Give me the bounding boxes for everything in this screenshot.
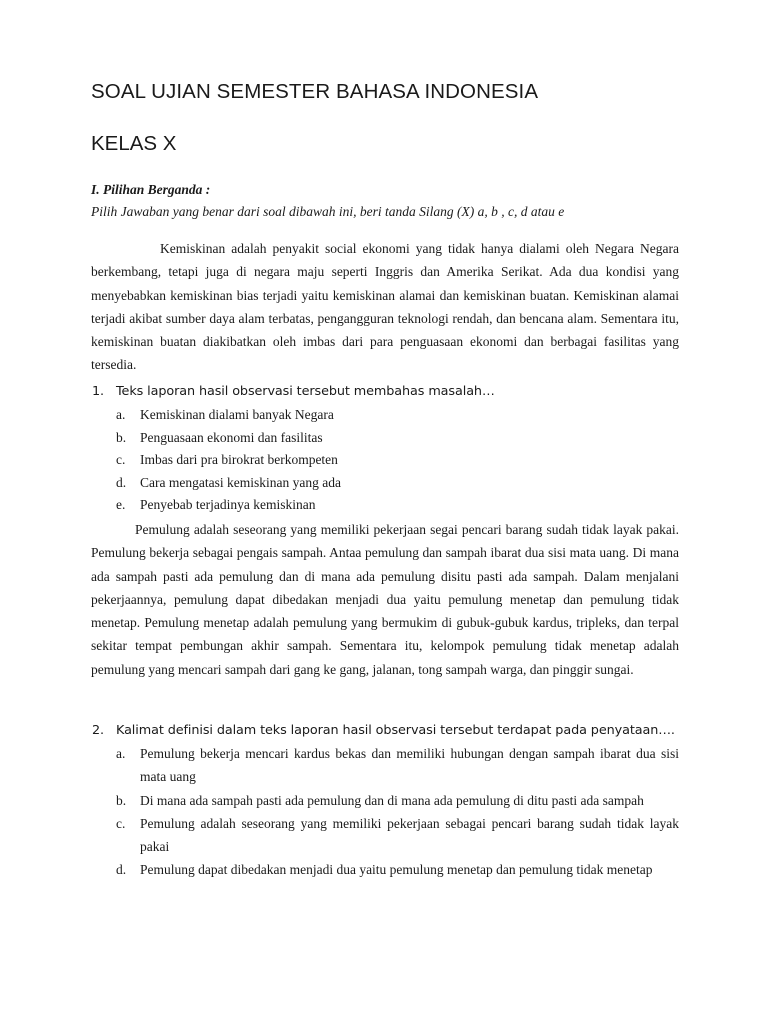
- section-heading: I. Pilihan Berganda :: [91, 182, 211, 197]
- option-a: [116, 404, 679, 427]
- option-e: [116, 494, 679, 517]
- question-number: 1.: [92, 384, 105, 399]
- option-letter: c.: [116, 452, 126, 468]
- question-1-options: [116, 404, 679, 517]
- document-title: SOAL UJIAN SEMESTER BAHASA INDONESIA: [91, 80, 539, 103]
- option-letter: c.: [116, 815, 126, 831]
- question-1: [92, 384, 495, 399]
- option-d: [116, 472, 679, 495]
- option-text: Di mana ada sampah pasti ada pemulung dan di mana ada pemulung di ditu pasti ada sampah: [140, 792, 644, 808]
- reading-passage-1: Kemiskinan adalah penyakit social ekonomi yang tidak hanya dialami oleh Negara Negara berkembang, tetapi juga di negara maju seperti Inggris dan Amerika Serikat. Ada dua kondisi yang menyebabkan kemiskinan bias terjadi yaitu kemiskinan alamai dan kemiskinan buatan. Kemiskinan alamai terjadi akibat sumber daya alam terbatas, pengangguran teknologi rendah, dan bencana alam. Sementara itu, kemiskinan buatan diakibatkan oleh imbas dari para penguasaan ekonomi dan berbagai fasilitas yang tersedia.: [91, 241, 679, 373]
- question-text: Kalimat definisi dalam teks laporan hasil observasi tersebut terdapat pada penyataan….: [116, 723, 675, 738]
- option-text: Pemulung dapat dibedakan menjadi dua yaitu pemulung menetap dan pemulung tidak menetap: [140, 862, 653, 878]
- option-letter: a.: [116, 407, 126, 422]
- option-d: [116, 858, 679, 881]
- question-text: Teks laporan hasil observasi tersebut membahas masalah…: [116, 384, 495, 399]
- option-text: Pemulung adalah seseorang yang memiliki pekerjaan sebagai pencari barang sudah tidak layak pakai: [140, 815, 679, 855]
- option-text: Pemulung bekerja mencari kardus bekas dan memiliki hubungan dengan sampah ibarat dua sisi mata uang: [140, 746, 679, 785]
- option-text: Penyebab terjadinya kemiskinan: [140, 497, 316, 513]
- option-c: [116, 812, 679, 859]
- option-text: Penguasaan ekonomi dan fasilitas: [140, 429, 323, 445]
- option-letter: d.: [116, 862, 127, 878]
- option-letter: e.: [116, 497, 126, 513]
- option-text: Kemiskinan dialami banyak Negara: [140, 407, 334, 422]
- option-b: [116, 789, 679, 812]
- option-letter: d.: [116, 474, 127, 490]
- document-subtitle: KELAS X: [91, 132, 177, 155]
- option-text: Imbas dari pra birokrat berkompeten: [140, 452, 338, 468]
- option-b: [116, 427, 679, 450]
- option-c: [116, 449, 679, 472]
- section-instruction: Pilih Jawaban yang benar dari soal dibawah ini, beri tanda Silang (X) a, b , c, d atau e: [91, 204, 565, 219]
- option-letter: b.: [116, 792, 127, 808]
- option-letter: a.: [116, 746, 126, 761]
- reading-passage-2: Pemulung adalah seseorang yang memiliki pekerjaan segai pencari barang sudah tidak layak pakai. Pemulung bekerja sebagai pengais sampah. Antaa pemulung dan sampah ibarat dua sisi mata uang. Di mana ada sampah pasti ada pemulung dan di mana ada pemulung disitu pasti ada sampah. Dalam menjalani pekerjaannya, pemulung dapat dibedakan menjadi dua yaitu pemulung menetap dan pemulung tidak menetap. Pemulung menetap adalah pemulung yang bermukim di gubuk-gubuk kardus, tripleks, dan terpal sekitar tempat pembungan akhir sampah. Sementara itu, kelompok pemulung tidak menetap adalah pemulung yang mencari sampah dari gang ke gang, jalanan, tong sampah warga, dan pinggir sungai.: [91, 522, 679, 677]
- question-2: [92, 723, 675, 738]
- option-a: [116, 742, 679, 789]
- option-letter: b.: [116, 429, 127, 445]
- question-number: 2.: [92, 723, 105, 738]
- question-2-options: [116, 742, 679, 882]
- option-text: Cara mengatasi kemiskinan yang ada: [140, 474, 341, 490]
